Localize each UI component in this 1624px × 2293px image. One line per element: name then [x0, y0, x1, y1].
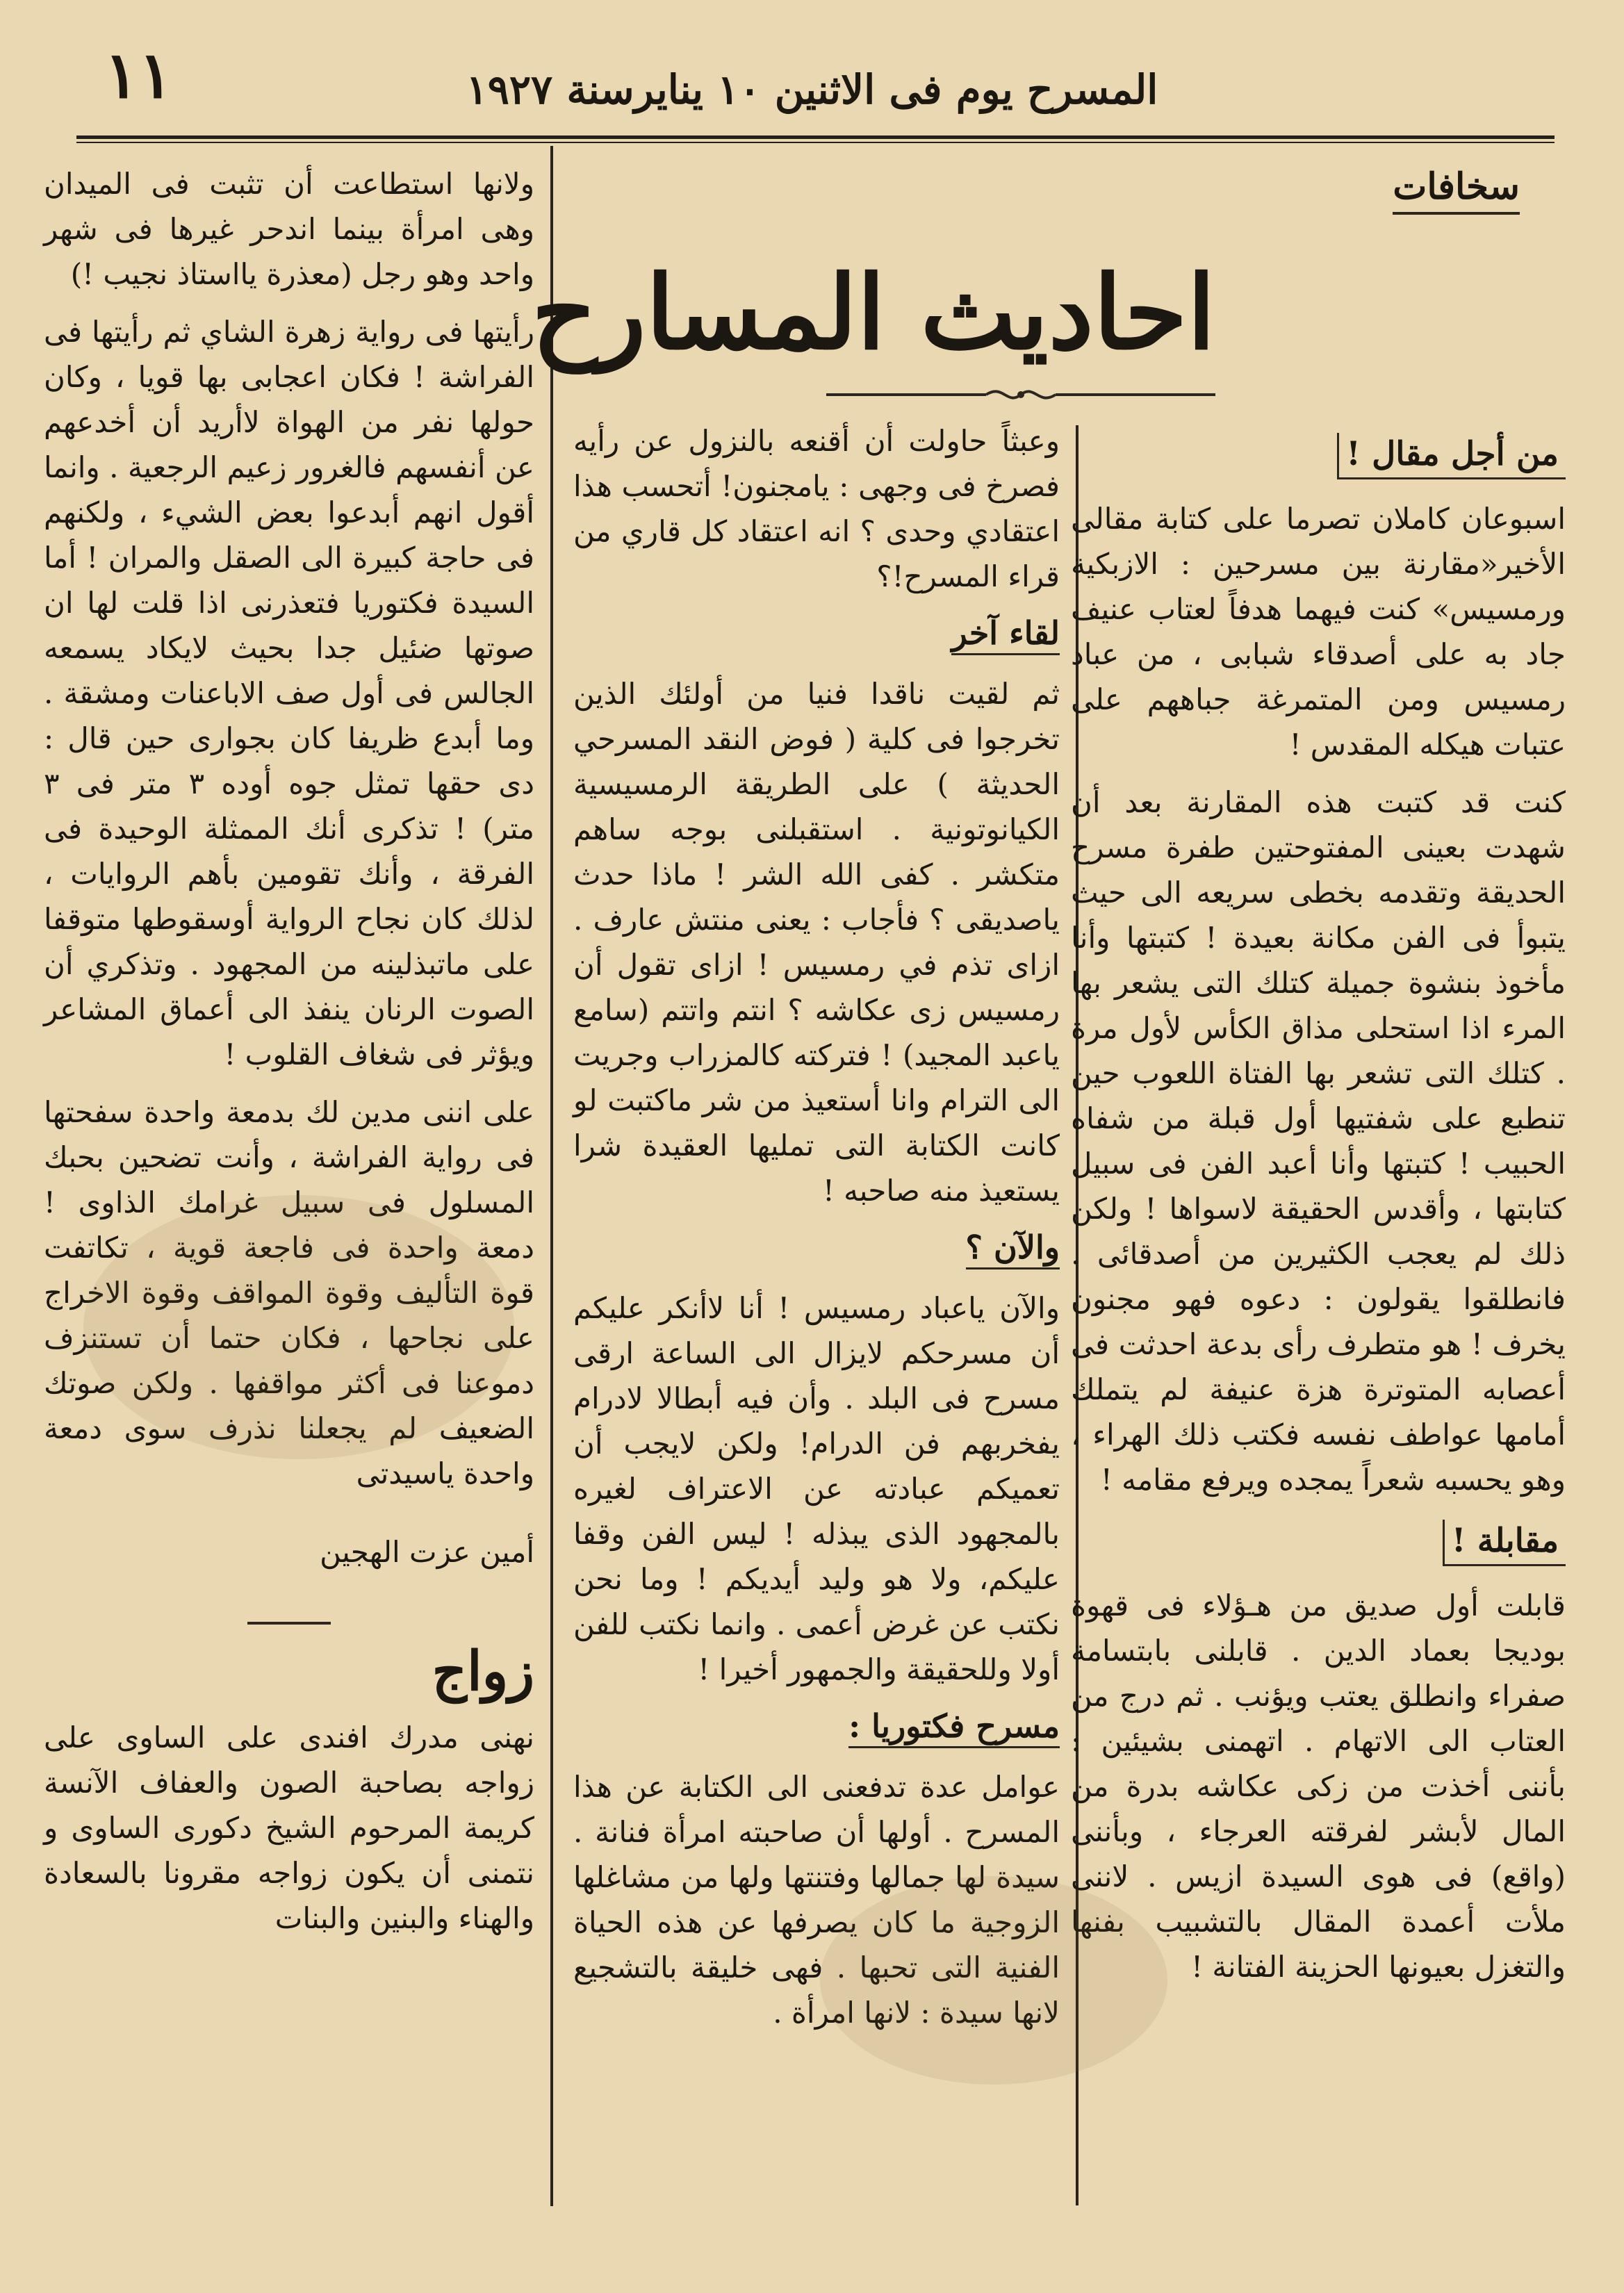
article-headline: احاديث المسارح — [531, 254, 1216, 372]
left-paragraph-2: رأيتها فى رواية زهرة الشاي ثم رأيتها فى الفراشة ! فكان اعجابى بها قويا ، وكان حولها نفر من الهواة لاأريد أن أخدعهم عن أنفسهم فالغرور زعيم الرجعية . وانما أقول انهم أبدعوا بعض الشيء ، ولكنهم فى حاجة كبيرة الى الصقل والمران ! أما السيدة فكتوريا فتعذرنى اذا قلت لها ان صوتها ضئيل جدا بحيث لايكاد يسمعه الجالس فى أول صف الاباعنات ومشقة . وما أبدع ظريفا كان بجوارى حين قال : دى حقها تمثل جوه أوده ٣ متر فى ٣ متر) ! تذكرى أنك الممثلة الوحيدة فى الفرقة ، وأنك تقومين بأهم الروايات ، لذلك كان نجاح الرواية أوسقوطها متوقفا على ماتبذلينه من المجهود . وتذكري أن الصوت الرنان ينفذ الى أعماق المشاعر ويؤثر فى شغاف القلوب ! — [44, 315, 534, 1071]
marriage-title: زواج — [432, 1640, 534, 1703]
headline-ornament — [826, 385, 1215, 404]
right-paragraph-3: قابلت أول صديق من هـؤلاء فى قهوة بوديجا بعماد الدين . قابلنى بابتسامة صفراء وانطلق يعتب ويؤنب . ثم درج من العتاب الى الاتهام . اتهمنى بشيئين : بأننى أخذت من زكى عكاشه بدرة من المال لأبشر لفرقته العرجاء ، وبأننى (واقع) فى هوى السيدة ازيس . لاننى ملأت أعمدة المقال بالتشبيب بفنها والتغزل بعيونها الحزينة الفتانة ! — [1071, 1588, 1566, 1984]
header-rule — [76, 135, 1555, 139]
section-title: مقابلة ! — [1443, 1520, 1566, 1566]
section-title: لقاء آخر — [951, 614, 1060, 655]
middle-paragraph-1: ثم لقيت ناقدا فنيا من أولئك الذين تخرجوا فى كلية ( فوض النقد المسرحي الحديثة ) على الطريقة الرمسيسية الكيانوتونية . استقبلنى بوجه ساهم متكشر . كفى الله الشر ! ماذا حدث ياصديقى ؟ فأجاب : يعنى منتش عارف . ازاى تذم في رمسيس ! ازاى تقول أن رمسيس زى عكاشه ؟ انتم واتتم (سامع ياعبد المجيد) ! فتركته كالمزراب وجريت الى الترام وانا أستعيذ من شر ماكتبت لو كانت الكتابة التى تمليها العقيدة شرا يستعيذ منه صاحبه ! — [573, 677, 1060, 1208]
short-divider — [247, 1622, 331, 1625]
middle-heading-1 — [573, 611, 1060, 655]
running-head: المسرح يوم فى الاثنين ١٠ ينايرسنة ١٩٢٧ — [466, 66, 1158, 113]
column-divider-left — [550, 146, 553, 2206]
section-title: مسرح فكتوريا : — [848, 1707, 1060, 1748]
header-rule-secondary — [76, 142, 1555, 143]
marriage-text: نهنى مدرك افندى على الساوى على زواجه بصاحبة الصون والعفاف الآنسة كريمة المرحوم الشيخ دكورى الساوى و نتمنى أن يكون زواجه مقرونا بالسعادة والهناء والبنين والبنات — [44, 1720, 534, 1935]
middle-paragraph-2: والآن ياعباد رمسيس ! أنا لاأنكر عليكم أن مسرحكم لايزال الى الساعة ارقى مسرح فى البلد . وأن فيه أبطالا لادرام يفخربهم فن الدرام! ولكن لايجب أن تعميكم عبادته عن الاعتراف لغيره بالمجهود الذى يبذله ! ليس الفن وقفا عليكم، ولا هو وليد أيديكم ! وما نحن نكتب عن غرض أعمى . وانما نكتب للفن أولا وللحقيقة والجمهور أخيرا ! — [573, 1291, 1060, 1686]
middle-column — [573, 418, 1060, 2048]
middle-intro: وعبثاً حاولت أن أقنعه بالنزول عن رأيه فصرخ فى وجهى : يامجنون! أتحسب هذا اعتقادي وحدى ؟ انه اعتقاد كل قاري من قراء المسرح!؟ — [573, 424, 1060, 593]
section-kicker: سخافات — [1393, 165, 1520, 215]
middle-paragraph-3: عوامل عدة تدفعنى الى الكتابة عن هذا المسرح . أولها أن صاحبته امرأة فنانة . سيدة لها جمالها وفتنتها ولها من مشاغلها الزوجية ما كان يصرفها عن هذه الحياة الفنية التى تحبها . فهى خليقة بالتشجيع لانها سيدة : لانها امرأة . — [573, 1770, 1060, 2030]
right-paragraph-1: اسبوعان كاملان تصرما على كتابة مقالى الأخير«مقارنة بين مسرحين : الازبكية ورمسيس» كنت فيهما هدفاً لعتاب عنيف جاد به على أصدقاء شبابى ، من عباد رمسيس ومن المتمرغة جباههم على عتبات هيكله المقدس ! — [1071, 502, 1566, 762]
section-title: والآن ؟ — [966, 1228, 1060, 1269]
right-heading-1 — [1071, 432, 1566, 479]
right-paragraph-2: كنت قد كتبت هذه المقارنة بعد أن شهدت بعينى المفتوحتين طفرة مسرح الحديقة وتقدمه بخطى سريعه الى حيث يتبوأ فى الفن مكانة بعيدة ! كتبتها وأنا مأخوذ بنشوة جميلة كتلك التى يشعر بها المرء اذا استحلى مذاق الكأس لأول مرة . كتلك التى تشعر بها الفتاة اللعوب حين تنطبع على شفتيها أول قبلة من شفاه الحبيب ! كتبتها وأنا أعبد الفن فى سبيل كتابتها ، وأقدس الحقيقة لاسواها ! ولكن ذلك لم يعجب الكثيرين من أصدقائى . فانطلقوا يقولون : دعوه فهو مجنون يخرف ! هو متطرف رأى بدعة احدثت فى أعصابه المتوترة هزة عنيفة لم يتملك أمامها عواطف نفسه فكتب ذلك الهراء ، وهو يحسبه شعراً يمجده ويرفع مقامه ! — [1071, 785, 1566, 1497]
middle-heading-2 — [573, 1226, 1060, 1269]
left-column — [44, 161, 534, 1953]
page-number: ١١ — [104, 38, 173, 113]
left-paragraph-3: على اننى مدين لك بدمعة واحدة سفحتها فى رواية الفراشة ، وأنت تضحين بحبك المسلول فى سبيل غرامك الذاوى ! دمعة واحدة فى فاجعة قوية ، تكاتفت قوة التأليف وقوة المواقف وقوة الاخراج على نجاحها ، فكان حتما أن تستنزف دموعنا فى أكثر مواقفها . ولكن صوتك الضعيف لم يجعلنا نذرف سوى دمعة واحدة ياسيدتى — [44, 1095, 534, 1490]
right-column — [1071, 432, 1566, 2002]
right-heading-2 — [1071, 1519, 1566, 1566]
middle-heading-3 — [573, 1704, 1060, 1748]
section-title: من أجل مقال ! — [1337, 433, 1566, 479]
left-paragraph-1: ولانها استطاعت أن تثبت فى الميدان وهى امرأة بينما اندحر غيرها فى شهر واحد وهو رجل (معذرة يااستاذ نجيب !) — [44, 167, 534, 291]
article-signature: أمين عزت الهجين — [320, 1535, 534, 1569]
